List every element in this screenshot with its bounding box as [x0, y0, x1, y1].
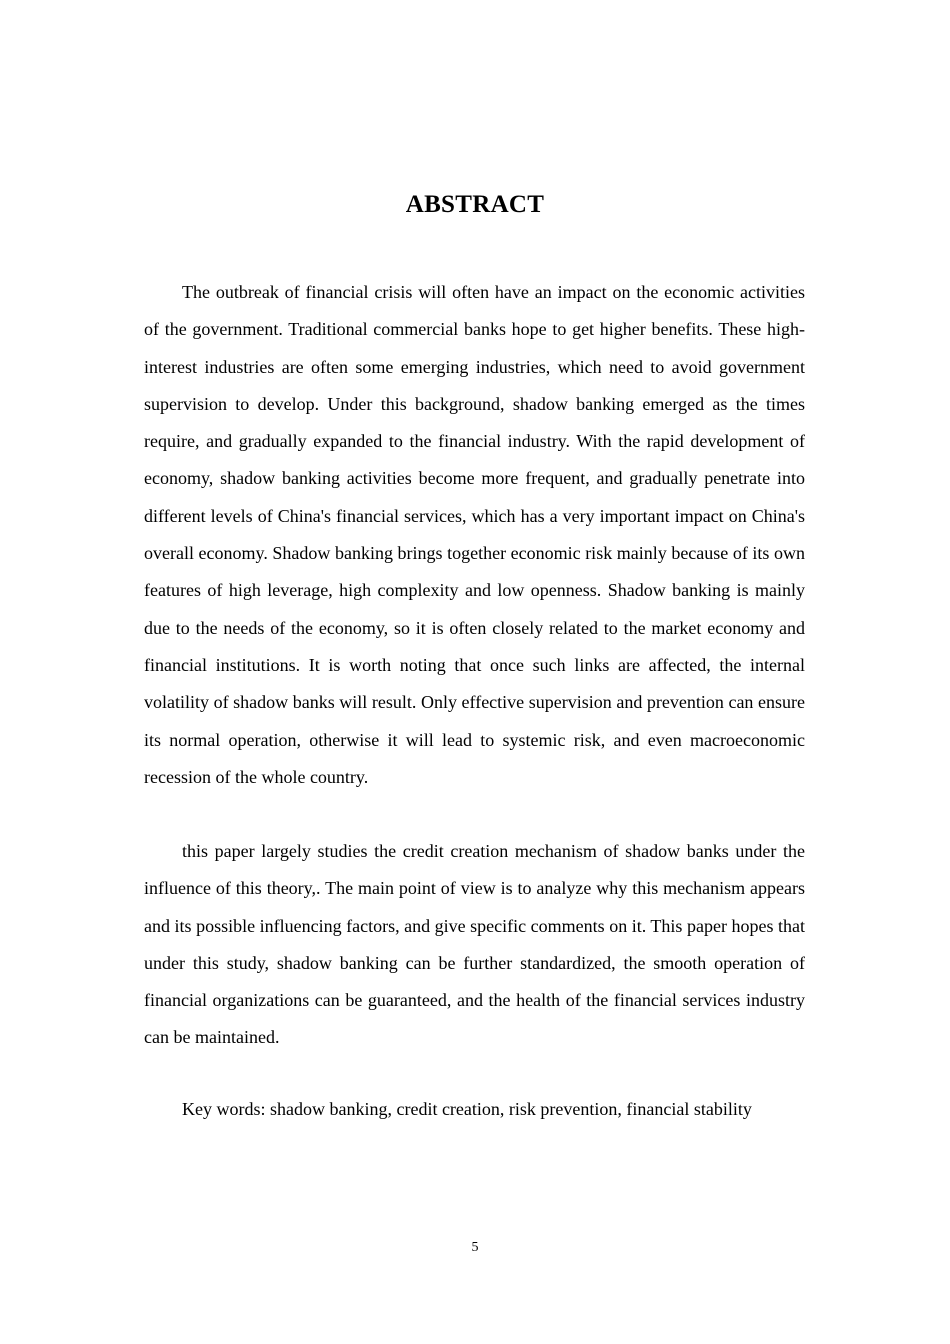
abstract-paragraph-2: this paper largely studies the credit creation mechanism of shadow banks under the influence of this theory,. The main point of view is to analyze why this mechanism appears and its possible influencing factors, and give specific comments on it. This paper hopes that under this study, shadow banking can be further standardized, the smooth operation of financial organizations can be guaranteed, and the health of the financial services industry can be maintained. — [144, 841, 805, 1048]
page-number: 5 — [471, 1240, 479, 1255]
abstract-paragraph-1: The outbreak of financial crisis will often have an impact on the economic activities of the government. Traditional commercial banks hope to get higher benefits. These high-interest industries are often some emerging industries, which need to avoid government supervision to develop. Under this background, shadow banking emerged as the times require, and gradually expanded to the financial industry. With the rapid development of economy, shadow banking activities become more frequent, and gradually penetrate into different levels of China's financial services, which has a very important impact on China's overall economy. Shadow banking brings together economic risk mainly because of its own features of high leverage, high complexity and low openness. Shadow banking is mainly due to the needs of the economy, so it is often closely related to the market economy and financial institutions. It is worth noting that once such links are affected, the internal volatility of shadow banks will result. Only effective supervision and prevention can ensure its normal operation, otherwise it will lead to systemic risk, and even macroeconomic recession of the whole country. — [144, 282, 805, 787]
keywords-line: Key words: shadow banking, credit creation, risk prevention, financial stability — [182, 1099, 752, 1119]
abstract-title: ABSTRACT — [405, 191, 545, 218]
